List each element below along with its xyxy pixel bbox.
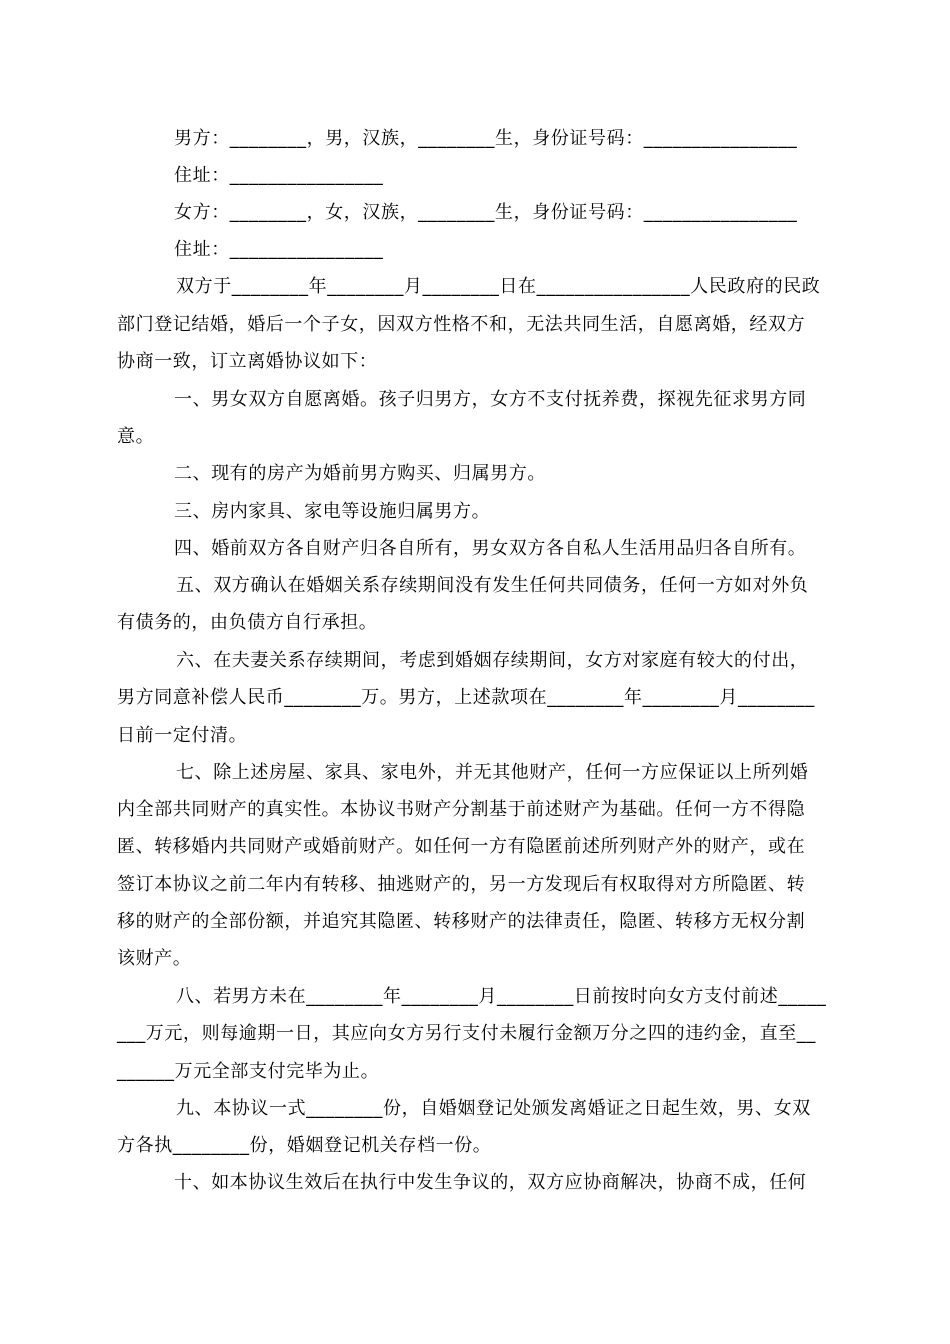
text-line: 移的财产的全部份额，并追究其隐匿、转移财产的法律责任，隐匿、转移方无权分割 — [117, 911, 806, 932]
text-line: 双方于________年________月________日在________________人民政府的民政 — [176, 276, 821, 297]
text-line: 内全部共同财产的真实性。本协议书财产分割基于前述财产为基础。任何一方不得隐 — [117, 799, 806, 820]
text-line: 意。 — [117, 426, 155, 447]
text-line: 男方同意补偿人民币________万。男方，上述款项在________年________月________ — [117, 687, 815, 708]
text-line: 八、若男方未在________年________月________日前按时向女方支付前述_____ — [176, 986, 827, 1007]
text-line: 匿、转移婚内共同财产或婚前财产。如任何一方有隐匿前述所列财产外的财产，或在 — [117, 836, 806, 857]
text-line: 十、如本协议生效后在执行中发生争议的，双方应协商解决，协商不成，任何 — [174, 1172, 807, 1193]
text-line: 五、双方确认在婚姻关系存续期间没有发生任何共同债务，任何一方如对外负 — [176, 575, 809, 596]
text-line: 一、男女双方自愿离婚。孩子归男方，女方不支付抚养费，探视先征求男方同 — [174, 389, 807, 410]
text-line: 部门登记结婚，婚后一个子女，因双方性格不和，无法共同生活，自愿离婚，经双方 — [117, 314, 806, 335]
text-line: 七、除上述房屋、家具、家电外，并无其他财产，任何一方应保证以上所列婚 — [176, 762, 809, 783]
text-line: 二、现有的房产为婚前男方购买、归属男方。 — [174, 463, 546, 484]
text-line: ______万元全部支付完毕为止。 — [117, 1061, 380, 1082]
text-line: 住址：________________ — [174, 239, 384, 260]
text-line: ___万元，则每逾期一日，其应向女方另行支付未履行金额万分之四的违约金，直至__ — [117, 1023, 816, 1044]
text-line: 协商一致，订立离婚协议如下： — [117, 351, 378, 372]
text-line: 四、婚前双方各自财产归各自所有，男女双方各自私人生活用品归各自所有。 — [174, 538, 807, 559]
text-line: 六、在夫妻关系存续期间，考虑到婚姻存续期间，女方对家庭有较大的付出， — [176, 650, 809, 671]
text-line: 该财产。 — [117, 948, 192, 969]
text-line: 女方：________，女，汉族，________生，身份证号码：________________ — [174, 202, 798, 223]
text-line: 三、房内家具、家电等设施归属男方。 — [174, 501, 491, 522]
text-line: 方各执________份，婚姻登记机关存档一份。 — [117, 1135, 492, 1156]
text-line: 男方：________，男，汉族，________生，身份证号码：________________ — [174, 128, 798, 149]
text-line: 日前一定付清。 — [117, 725, 248, 746]
text-line: 住址：________________ — [174, 165, 384, 186]
text-line: 九、本协议一式________份，自婚姻登记处颁发离婚证之日起生效，男、女双 — [176, 1098, 811, 1119]
text-line: 签订本协议之前二年内有转移、抽逃财产的，另一方发现后有权取得对方所隐匿、转 — [117, 874, 806, 895]
text-line: 有债务的，由负债方自行承担。 — [117, 612, 378, 633]
